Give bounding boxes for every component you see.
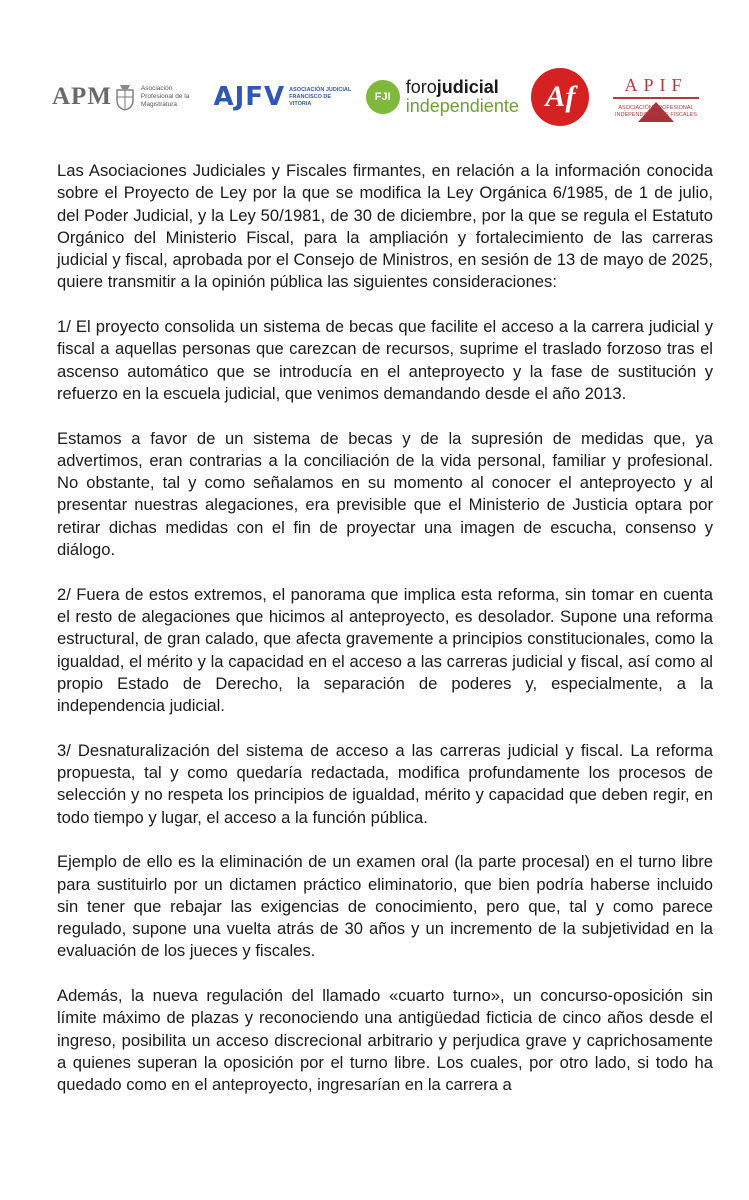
apm-logo-mark: APM [52, 83, 112, 110]
fji-wordmark-independiente: independiente [405, 96, 519, 116]
af-logo-mark: Af [531, 68, 589, 126]
af-logo [531, 68, 589, 126]
fji-logo [366, 78, 519, 116]
fji-wordmark-judicial: judicial [436, 77, 499, 97]
apif-logo-mark: APIF [624, 75, 688, 95]
apm-logo [52, 82, 201, 112]
ajfv-logo-mark: AJFV [213, 82, 286, 112]
paragraph-becas: Estamos a favor de un sistema de becas y de la supresión de medidas que, ya advertimos, eran contrarias a la conciliación de la vida personal, familiar y profesional. No obstante, tal y como señalamos en su momento al conocer el anteproyecto y al presentar nuestras alegaciones, era previsible que el Ministerio de Justicia optara por retirar dichas medidas con el fin de proyectar una imagen de escucha, consenso y diálogo. [57, 428, 713, 560]
ajfv-logo [213, 82, 353, 112]
coat-of-arms-icon [114, 82, 136, 112]
paragraph-point-3: 3/ Desnaturalización del sistema de acceso a las carreras judicial y fiscal. La reforma propuesta, tal y como quedaría redactada, modifica profundamente los procesos de selección y no respeta los principios de igualdad, mérito y capacidad que deben regir, en todo tiempo y lugar, el acceso a la función pública. [57, 740, 713, 827]
fji-badge: FJI [366, 80, 400, 114]
statement-body [57, 160, 713, 1119]
ajfv-logo-subtitle: ASOCIACIÓN JUDICIAL FRANCISCO DE VITORIA [289, 86, 352, 107]
paragraph-point-2: 2/ Fuera de estos extremos, el panorama que implica esta reforma, sin tomar en cuenta el resto de alegaciones que hicimos al anteproyecto, es desolador. Supone una reforma estructural, de gran calado, que afecta gravemente a principios constitucionales, como la igualdad, el mérito y la capacidad en el acceso a las carreras judicial y fiscal, así como al propio Estado de Derecho, la separación de poderes y, especialmente, a la independencia judicial. [57, 584, 713, 716]
fji-wordmark-foro: foro [405, 77, 437, 97]
paragraph-example: Ejemplo de ello es la eliminación de un examen oral (la parte procesal) en el turno libre para sustituirlo por un dictamen práctico eliminatorio, que bien podría haberse incluido sin tener que rebajar las exigencias de conocimiento, pero que, tal y como parece regulado, supone una vuelta atrás de 30 años y un incremento de la subjetividad en la evaluación de los jueces y fiscales. [57, 852, 713, 961]
association-logos [52, 62, 700, 132]
apm-logo-subtitle: Asociación Profesional de la Magistratura [140, 85, 190, 108]
paragraph-cuarto-turno: Además, la nueva regulación del llamado «cuarto turno», un concurso-oposición sin límite máximo de plazas y reconociendo una antigüedad ficticia de cinco años desde el ingreso, posibilita un acceso discrecional arbitrario y perjudica grave y caprichosamente a quienes superan la oposición por el turno libre. Los cuales, por otro lado, si todo ha quedado como en el anteproyecto, ingresarían en la carrera a [57, 985, 713, 1095]
fji-wordmark [406, 78, 519, 116]
apif-logo [612, 75, 700, 119]
paragraph-intro: Las Asociaciones Judiciales y Fiscales firmantes, en relación a la información conocida sobre el Proyecto de Ley por la que se modifica la Ley Orgánica 6/1985, de 1 de julio, del Poder Judicial, y la Ley 50/1981, de 30 de diciembre, por la que se regula el Estatuto Orgánico del Ministerio Fiscal, para la ampliación y fortalecimiento de las carreras judicial y fiscal, aprobada por el Consejo de Ministros, en sesión de 13 de mayo de 2025, quiere transmitir a la opinión pública las siguientes consideraciones: [57, 161, 713, 292]
apif-logo-rule [613, 97, 699, 99]
paragraph-point-1: 1/ El proyecto consolida un sistema de becas que facilite el acceso a la carrera judicial y fiscal a aquellas personas que carezcan de recursos, suprime el traslado forzoso tras el ascenso automático que se introducía en el anteproyecto y la fase de sustitución y refuerzo en la escuela judicial, que venimos demandando desde el año 2013. [57, 317, 713, 403]
apif-logo-subtitle: ASOCIACIÓN PROFESIONAL INDEPENDIENTE DE FISCALES [615, 105, 697, 118]
